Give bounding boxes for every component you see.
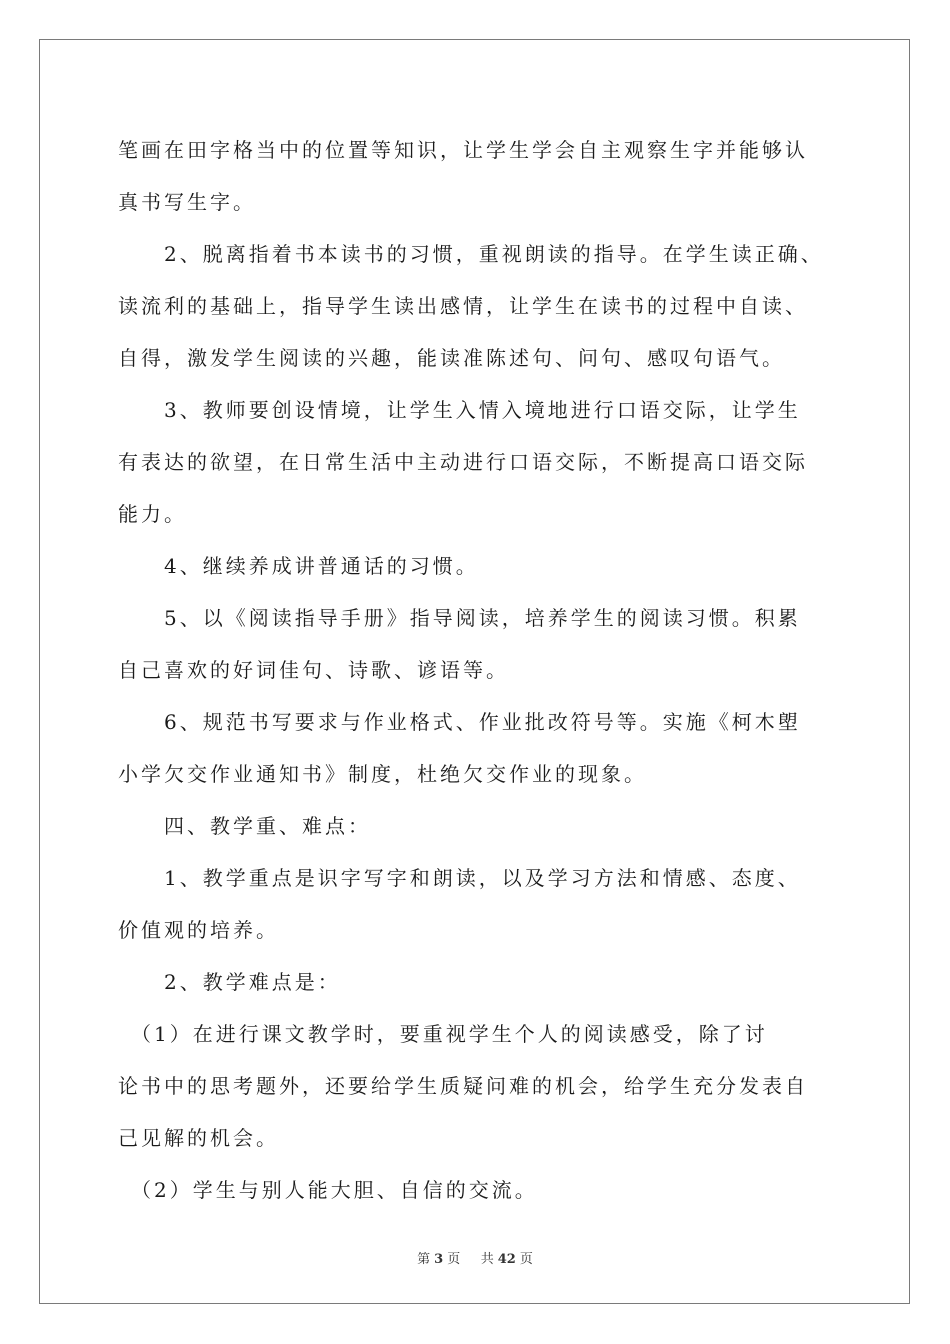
section-heading: 四、教学重、难点： [118, 814, 371, 838]
text-line: 论书中的思考题外，还要给学生质疑问难的机会，给学生充分发表自 [118, 1074, 808, 1098]
text-line: 有表达的欲望，在日常生活中主动进行口语交际，不断提高口语交际 [118, 450, 808, 474]
text-line: 2、脱离指着书本读书的习惯，重视朗读的指导。在学生读正确、 [118, 242, 824, 266]
text-line: 3、教师要创设情境，让学生入情入境地进行口语交际，让学生 [118, 398, 801, 422]
text-line: 1、教学重点是识字写字和朗读，以及学习方法和情感、态度、 [118, 866, 801, 890]
page-suffix: 页 [447, 1252, 461, 1267]
text-line: 5、以《阅读指导手册》指导阅读，培养学生的阅读习惯。积累 [118, 606, 801, 630]
page-prefix: 第 [417, 1252, 431, 1267]
text-line: 6、规范书写要求与作业格式、作业批改符号等。实施《柯木塱 [118, 710, 801, 734]
text-line: 自得，激发学生阅读的兴趣，能读准陈述句、问句、感叹句语气。 [118, 346, 785, 370]
text-line: 笔画在田字格当中的位置等知识，让学生学会自主观察生字并能够认 [118, 138, 808, 162]
text-line: 2、教学难点是： [118, 970, 341, 994]
page-footer [0, 1248, 950, 1267]
text-line: 真书写生字。 [118, 190, 256, 214]
total-pages: 42 [497, 1252, 516, 1267]
text-line: 价值观的培养。 [118, 918, 279, 942]
text-line: （2）学生与别人能大胆、自信的交流。 [118, 1178, 538, 1202]
text-line: 读流利的基础上，指导学生读出感情，让学生在读书的过程中自读、 [118, 294, 808, 318]
text-line: 能力。 [118, 502, 187, 526]
text-line: 自己喜欢的好词佳句、诗歌、谚语等。 [118, 658, 509, 682]
text-line: （1）在进行课文教学时，要重视学生个人的阅读感受，除了讨 [118, 1022, 768, 1046]
text-line: 4、继续养成讲普通话的习惯。 [118, 554, 479, 578]
total-suffix: 页 [519, 1252, 533, 1267]
text-line: 小学欠交作业通知书》制度，杜绝欠交作业的现象。 [118, 762, 647, 786]
page-number: 3 [434, 1252, 444, 1267]
text-line: 己见解的机会。 [118, 1126, 279, 1150]
total-prefix: 共 [480, 1252, 494, 1267]
